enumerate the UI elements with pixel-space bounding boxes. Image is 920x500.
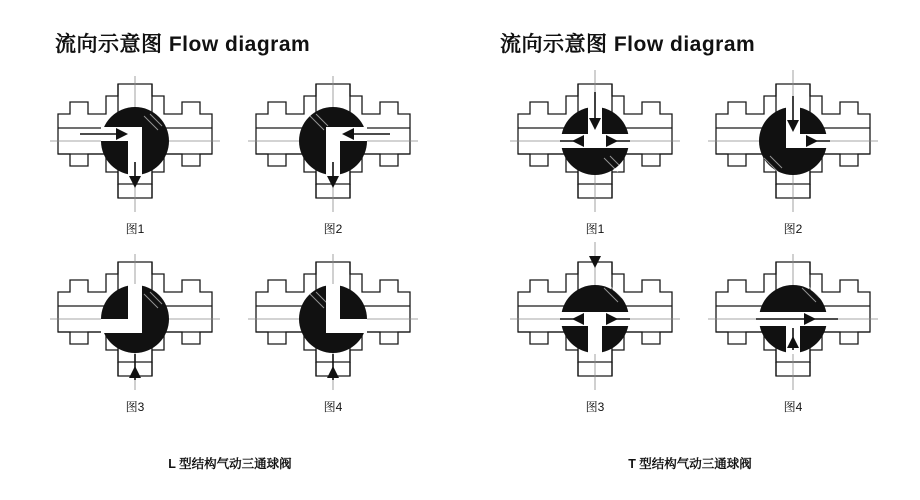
- valve-diagram-t2: [698, 62, 888, 220]
- panel-t-type: [460, 0, 920, 500]
- figure-cell: [238, 240, 428, 415]
- figure-cell: [40, 240, 230, 415]
- valve-diagram-l2: [238, 62, 428, 220]
- panel-caption: T 型结构气动三通球阀: [628, 457, 752, 471]
- panel-title: 流向示意图 Flow diagram: [500, 33, 756, 56]
- valve-diagram-l3: [40, 240, 230, 398]
- valve-diagram-t3: [500, 240, 690, 398]
- panel-title: 流向示意图 Flow diagram: [55, 33, 311, 56]
- figure-cell: [500, 62, 690, 237]
- figure-label: 图4: [783, 400, 803, 414]
- figure-cell: [698, 62, 888, 237]
- panel-caption: L 型结构气动三通球阀: [168, 457, 292, 471]
- valve-diagram-t1: [500, 62, 690, 220]
- figure-cell: [500, 240, 690, 415]
- valve-diagram-t4: [698, 240, 888, 398]
- figure-cell: [698, 240, 888, 415]
- valve-diagram-l4: [238, 240, 428, 398]
- figure-label: 图3: [125, 400, 145, 414]
- figure-cell: [238, 62, 428, 237]
- valve-diagram-l1: [40, 62, 230, 220]
- figure-label: 图1: [585, 222, 605, 236]
- figure-grid: [30, 62, 430, 422]
- figure-grid: [490, 62, 890, 422]
- figure-cell: [40, 62, 230, 237]
- figure-label: 图3: [585, 400, 605, 414]
- figure-label: 图2: [783, 222, 803, 236]
- figure-label: 图2: [323, 222, 343, 236]
- figure-label: 图4: [323, 400, 343, 414]
- figure-label: 图1: [125, 222, 145, 236]
